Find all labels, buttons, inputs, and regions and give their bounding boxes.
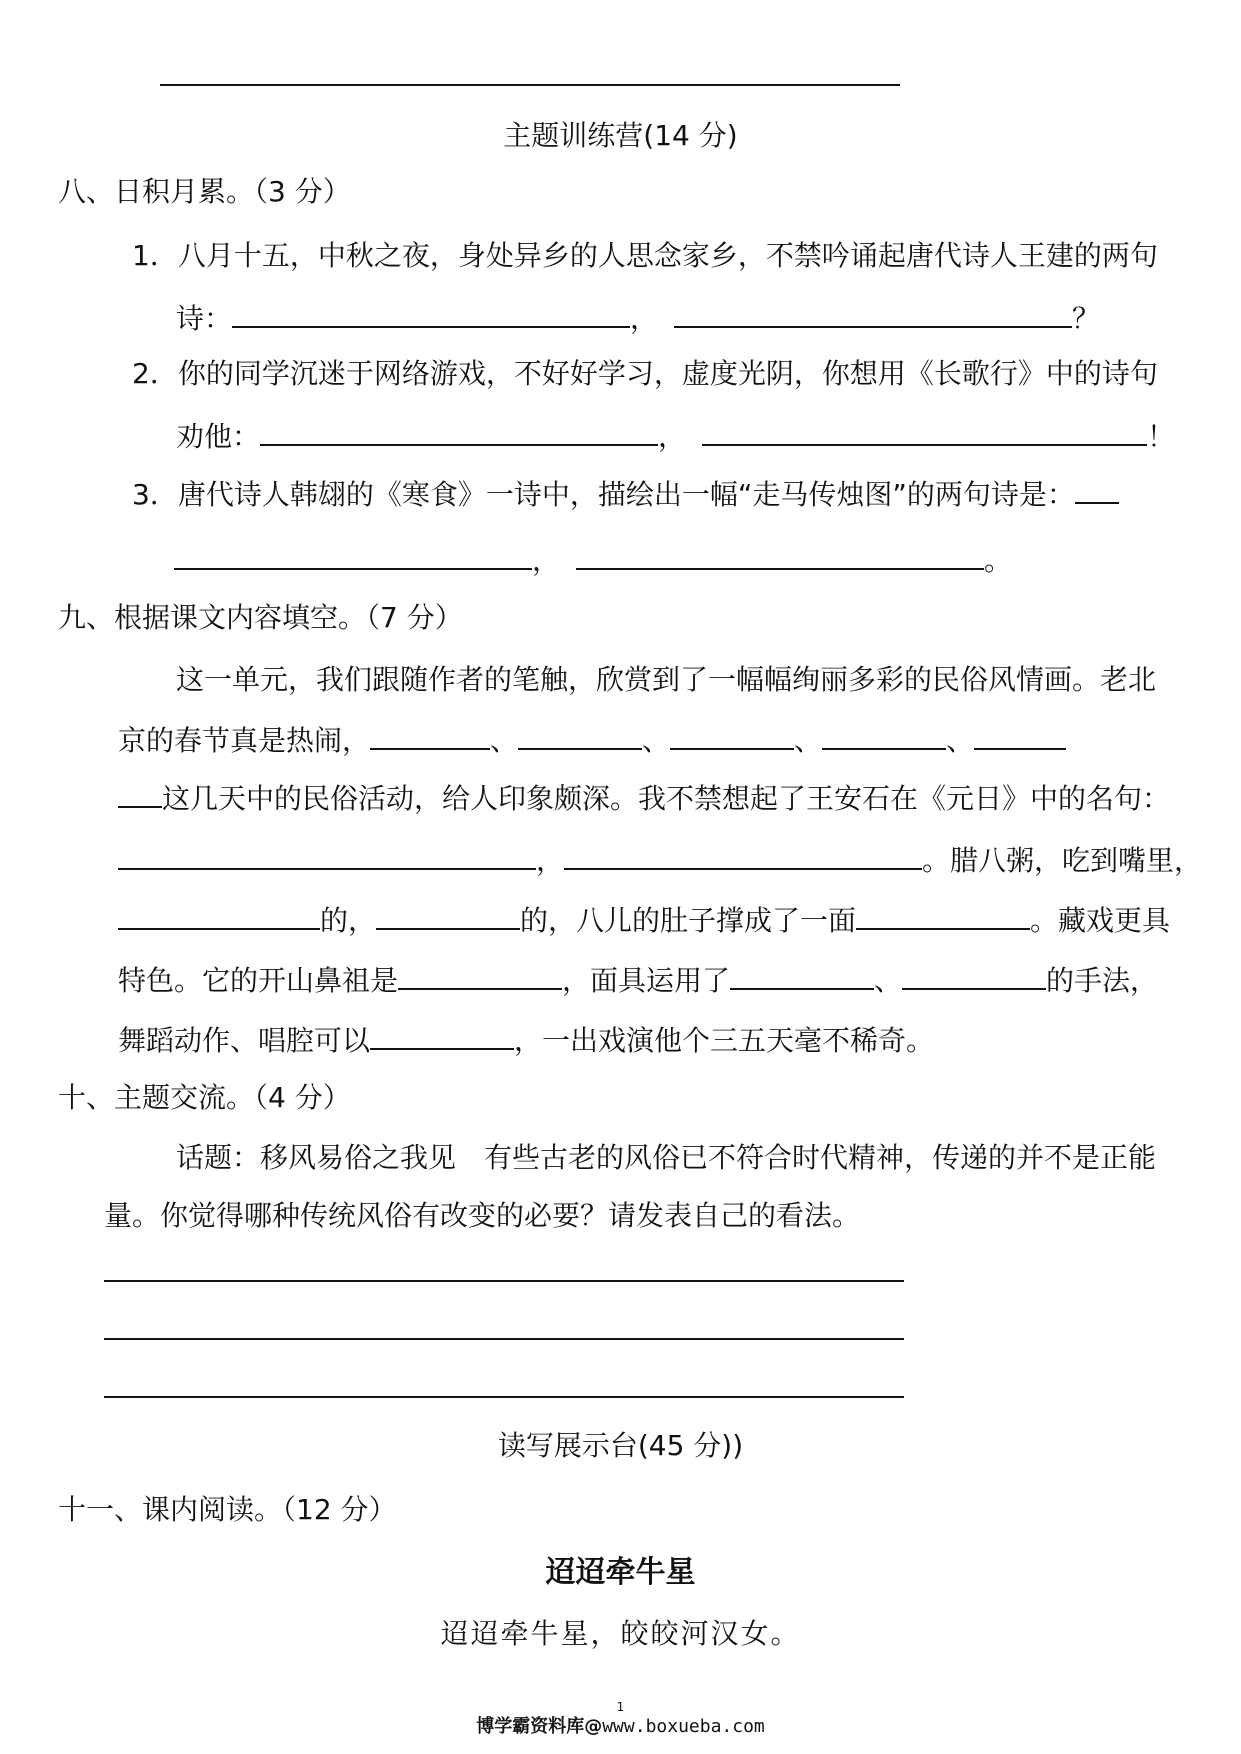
answer-blank[interactable]: [974, 718, 1066, 750]
answer-blank[interactable]: [576, 538, 984, 570]
q9-line5: 的， 的，八儿的肚子撑成了一面 。藏戏更具: [118, 898, 1170, 941]
q9-line2: 京的春节真是热闹， 、 、 、 、: [118, 718, 1066, 761]
footer-url: www.boxueba.com: [602, 1716, 765, 1737]
answer-blank[interactable]: [118, 898, 320, 930]
poem-title: 迢迢牵牛星: [545, 1555, 696, 1590]
top-answer-line: [160, 84, 900, 86]
answer-blank[interactable]: [730, 958, 874, 990]
answer-blank[interactable]: [370, 1018, 514, 1050]
footer-brand: 博学霸资料库@: [476, 1716, 603, 1737]
q8-heading: 八、日积月累。（3 分）: [58, 175, 351, 208]
q9-line1: 这一单元，我们跟随作者的笔触，欣赏到了一幅幅绚丽多彩的民俗风情画。老北: [176, 663, 1157, 696]
answer-blank[interactable]: [822, 718, 946, 750]
poem-line: 迢迢牵牛星，皎皎河汉女。: [440, 1617, 801, 1650]
q8-item3-answer-row: ， 。: [174, 538, 1012, 581]
q8-item2-lead: 劝他：: [176, 420, 261, 453]
q9-line7: 舞蹈动作、唱腔可以 ，一出戏演他个三五天毫不稀奇。: [118, 1018, 934, 1061]
section-title-themes: 主题训练营(14 分): [503, 119, 738, 152]
q8-item1-lead: 诗：: [176, 302, 233, 335]
answer-blank[interactable]: [674, 296, 1072, 328]
answer-blank[interactable]: [518, 718, 642, 750]
answer-blank[interactable]: [376, 898, 520, 930]
q8-item2-text: 2．你的同学沉迷于网络游戏，不好好学习，虚度光阴，你想用《长歌行》中的诗句: [132, 357, 1158, 390]
answer-blank[interactable]: [670, 718, 794, 750]
footer-watermark: [0, 1714, 1241, 1740]
answer-blank[interactable]: [1075, 472, 1119, 504]
answer-blank[interactable]: [902, 958, 1046, 990]
q10-line2: 量。你觉得哪种传统风俗有改变的必要？请发表自己的看法。: [104, 1199, 861, 1232]
q11-heading: 十一、课内阅读。（12 分）: [58, 1493, 397, 1526]
essay-answer-line[interactable]: [104, 1396, 904, 1398]
essay-answer-line[interactable]: [104, 1280, 904, 1282]
q8-item2-answer-row: 劝他： ， ！: [176, 414, 1175, 457]
q9-heading: 九、根据课文内容填空。（7 分）: [58, 601, 463, 634]
answer-blank[interactable]: [260, 414, 658, 446]
answer-blank[interactable]: [564, 838, 922, 870]
answer-blank[interactable]: [702, 414, 1147, 446]
answer-blank[interactable]: [118, 776, 162, 808]
answer-blank[interactable]: [398, 958, 562, 990]
essay-answer-line[interactable]: [104, 1338, 904, 1340]
q8-item3-text-row: 3．唐代诗人韩翃的《寒食》一诗中，描绘出一幅“走马传烛图”的两句诗是：: [132, 472, 1119, 515]
answer-blank[interactable]: [856, 898, 1030, 930]
q10-line1: 话题：移风易俗之我见 有些古老的风俗已不符合时代精神，传递的并不是正能: [176, 1141, 1157, 1174]
answer-blank[interactable]: [174, 538, 532, 570]
q9-line6: 特色。它的开山鼻祖是 ，面具运用了 、 的手法，: [118, 958, 1158, 1001]
answer-blank[interactable]: [118, 838, 536, 870]
q8-item1-answer-row: 诗： ， ？: [176, 296, 1100, 339]
q9-line3: 这几天中的民俗活动，给人印象颇深。我不禁想起了王安石在《元日》中的名句：: [118, 776, 1170, 819]
q10-heading: 十、主题交流。（4 分）: [58, 1081, 351, 1114]
q9-line4: ， 。腊八粥，吃到嘴里，: [118, 838, 1202, 881]
section-title-reading-writing: 读写展示台(45 分)): [497, 1429, 744, 1462]
q8-item1-text: 1．八月十五，中秋之夜，身处异乡的人思念家乡，不禁吟诵起唐代诗人王建的两句: [132, 239, 1158, 272]
page-number: 1: [616, 1700, 625, 1714]
answer-blank[interactable]: [232, 296, 630, 328]
answer-blank[interactable]: [370, 718, 490, 750]
